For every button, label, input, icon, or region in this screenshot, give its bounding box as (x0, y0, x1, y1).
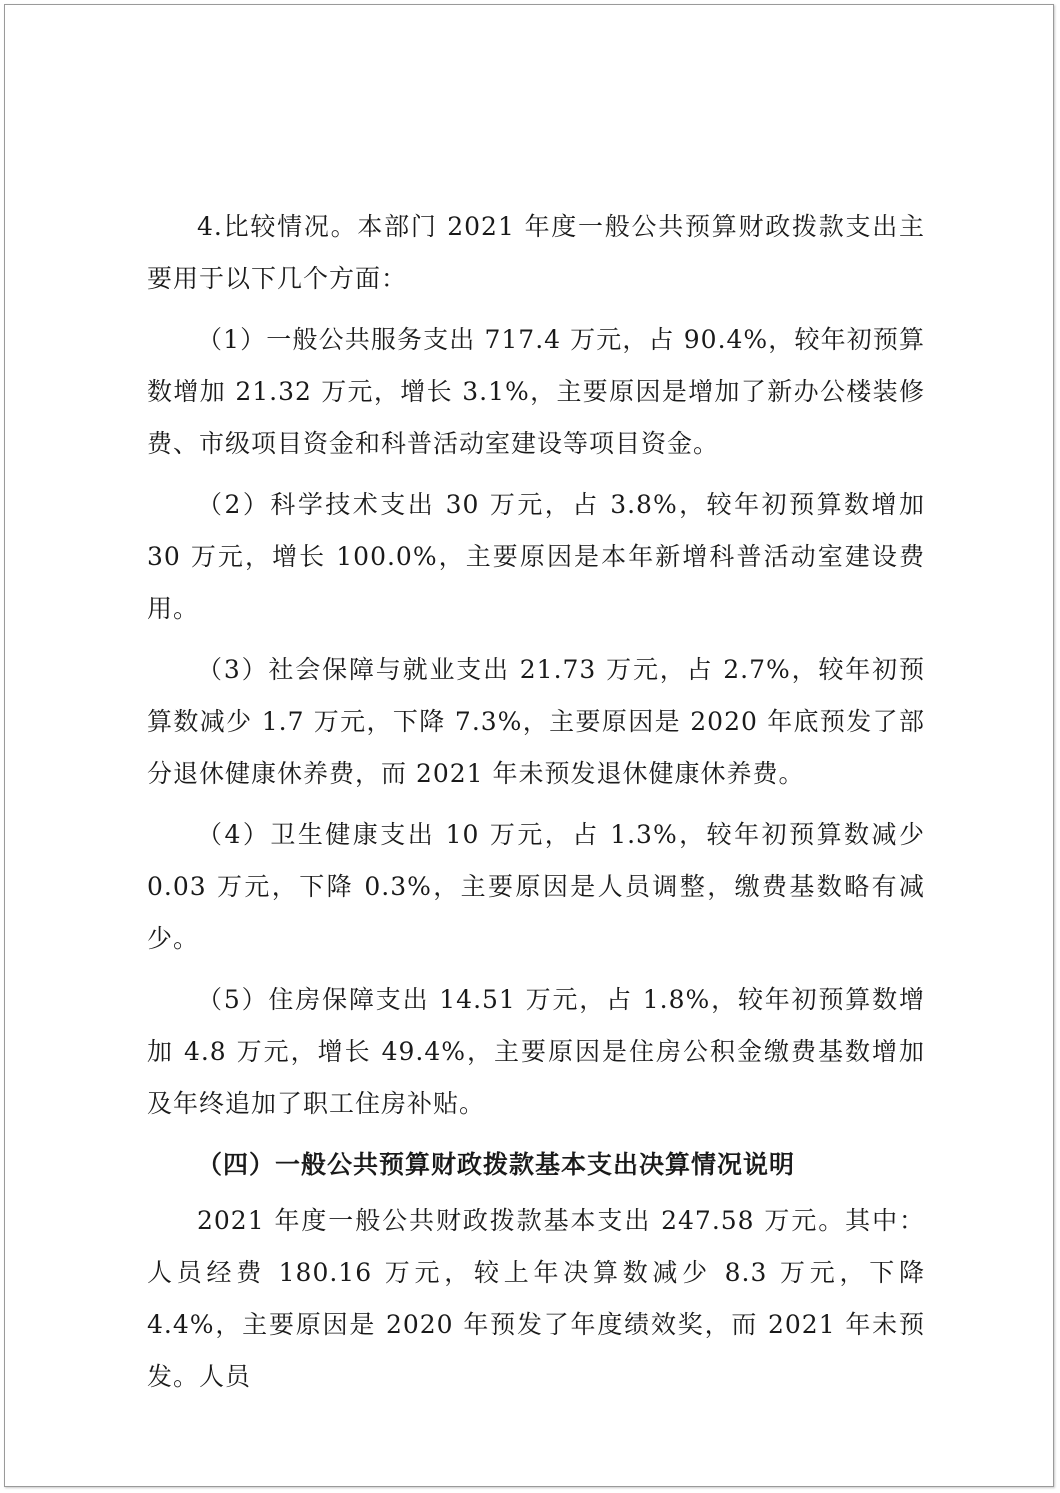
document-body (147, 201, 925, 1403)
section-heading: （四）一般公共预算财政拨款基本支出决算情况说明 (197, 1150, 796, 1179)
paragraph-general-public-services: （1）一般公共服务支出 717.4 万元，占 90.4%，较年初预算数增加 21.32 万元，增长 3.1%，主要原因是增加了新办公楼装修费、市级项目资金和科普活动室建设等项目资金。 (147, 325, 925, 458)
paragraph-comparison-intro: 4.比较情况。本部门 2021 年度一般公共预算财政拨款支出主要用于以下几个方面： (147, 212, 925, 293)
paragraph-health: （4）卫生健康支出 10 万元，占 1.3%，较年初预算数减少 0.03 万元，下降 0.3%，主要原因是人员调整，缴费基数略有减少。 (147, 820, 925, 953)
paragraph-social-security: （3）社会保障与就业支出 21.73 万元，占 2.7%，较年初预算数减少 1.7 万元，下降 7.3%，主要原因是 2020 年底预发了部分退休健康休养费，而 2021 年未预发退休健康休养费。 (147, 655, 925, 788)
paragraph-basic-expenditure: 2021 年度一般公共财政拨款基本支出 247.58 万元。其中：人员经费 180.16 万元，较上年决算数减少 8.3 万元，下降 4.4%，主要原因是 2020 年预发了年度绩效奖，而 2021 年未预发。人员 (147, 1206, 925, 1391)
document-page (4, 4, 1054, 1487)
paragraph-science-technology: （2）科学技术支出 30 万元，占 3.8%，较年初预算数增加 30 万元，增长 100.0%，主要原因是本年新增科普活动室建设费用。 (147, 490, 925, 623)
paragraph-housing: （5）住房保障支出 14.51 万元，占 1.8%，较年初预算数增加 4.8 万元，增长 49.4%，主要原因是住房公积金缴费基数增加及年终追加了职工住房补贴。 (147, 985, 925, 1118)
